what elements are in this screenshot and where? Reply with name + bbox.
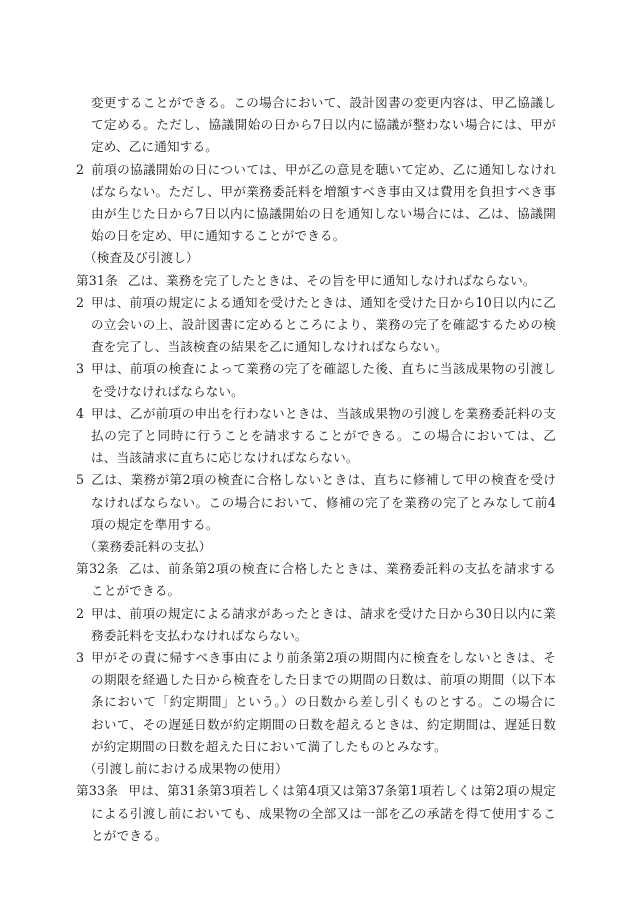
item-text: 前項の協議開始の日については、甲が乙の意見を聴いて定め、乙に通知しなければならない。ただし、甲が業務委託料を増額すべき事由又は費用を負担すべき事由が生じた日から7日以内に協議開始の日を通知しない場合には、乙は、協議開始の日を定め、甲に通知することができる。 [91, 161, 556, 244]
article-33-main [76, 780, 556, 847]
item-number: 2 [76, 294, 85, 310]
article-32-main [76, 558, 556, 602]
article-31-item-4 [76, 403, 556, 470]
item-number: 4 [76, 405, 85, 421]
item-number: 3 [76, 650, 85, 666]
article-31-item-2 [76, 292, 556, 359]
article-31-item-5 [76, 469, 556, 536]
item-text: 甲は、前項の検査によって業務の完了を確認した後、直ちに当該成果物の引渡しを受けなければならない。 [91, 361, 556, 399]
item-text: 甲は、前項の規定による請求があったときは、請求を受けた日から30日以内に業務委託料を支払わなければならない。 [91, 605, 556, 643]
article-text: 乙は、業務を完了したときは、その旨を甲に通知しなければならない。 [127, 272, 536, 288]
article-33-heading: （引渡し前における成果物の使用） [84, 761, 288, 777]
article-32-item-3 [76, 647, 556, 758]
paragraph-continuation: 変更することができる。この場合において、設計図書の変更内容は、甲乙協議して定める。ただし、協議開始の日から7日以内に協議が整わない場合には、甲が定め、乙に通知する。 [91, 95, 556, 155]
document-body [76, 92, 556, 847]
item-number: 2 [76, 161, 85, 177]
article-text: 甲は、第31条第3項若しくは第4項又は第37条第1項若しくは第2項の規定による引渡し前においても、成果物の全部又は一部を乙の承諾を得て使用することができる。 [91, 783, 556, 843]
article-32-item-2 [76, 603, 556, 647]
article-31-main [76, 270, 556, 292]
article-number: 第33条 [76, 783, 119, 799]
article-number: 第31条 [76, 272, 118, 288]
article-text: 乙は、前条第2項の検査に合格したときは、業務委託料の支払を請求することができる。 [91, 561, 556, 599]
item-number: 3 [76, 361, 85, 377]
item-number: 2 [76, 605, 85, 621]
article-number: 第32条 [76, 561, 119, 577]
item-text: 乙は、業務が第2項の検査に合格しないときは、直ちに修補して甲の検査を受けなければならない。この場合において、修補の完了を業務の完了とみなして前4項の規定を準用する。 [91, 472, 556, 532]
item-number: 5 [76, 472, 85, 488]
article-32-heading: （業務委託料の支払） [84, 539, 212, 555]
item-text: 甲がその責に帰すべき事由により前条第2項の期間内に検査をしないときは、その期限を経過した日から検査をした日までの期間の日数は、前項の期間（以下本条において「約定期間」という。）の日数から差し引くものとする。この場合において、その遅延日数が約定期間の日数を超えるときは、約定期間は、遅延日数が約定期間の日数を超えた日において満了したものとみなす。 [91, 650, 556, 754]
article-31-heading: （検査及び引渡し） [84, 250, 199, 266]
article-31-item-3 [76, 358, 556, 402]
item-2-protocol-date [76, 159, 556, 248]
item-text: 甲は、乙が前項の申出を行わないときは、当該成果物の引渡しを業務委託料の支払の完了と同時に行うことを請求することができる。この場合においては、乙は、当該請求に直ちに応じなければならない。 [91, 405, 556, 466]
item-text: 甲は、前項の規定による通知を受けたときは、通知を受けた日から10日以内に乙の立会いの上、設計図書に定めるところにより、業務の完了を確認するための検査を完了し、当該検査の結果を乙に通知しなければならない。 [91, 294, 556, 355]
